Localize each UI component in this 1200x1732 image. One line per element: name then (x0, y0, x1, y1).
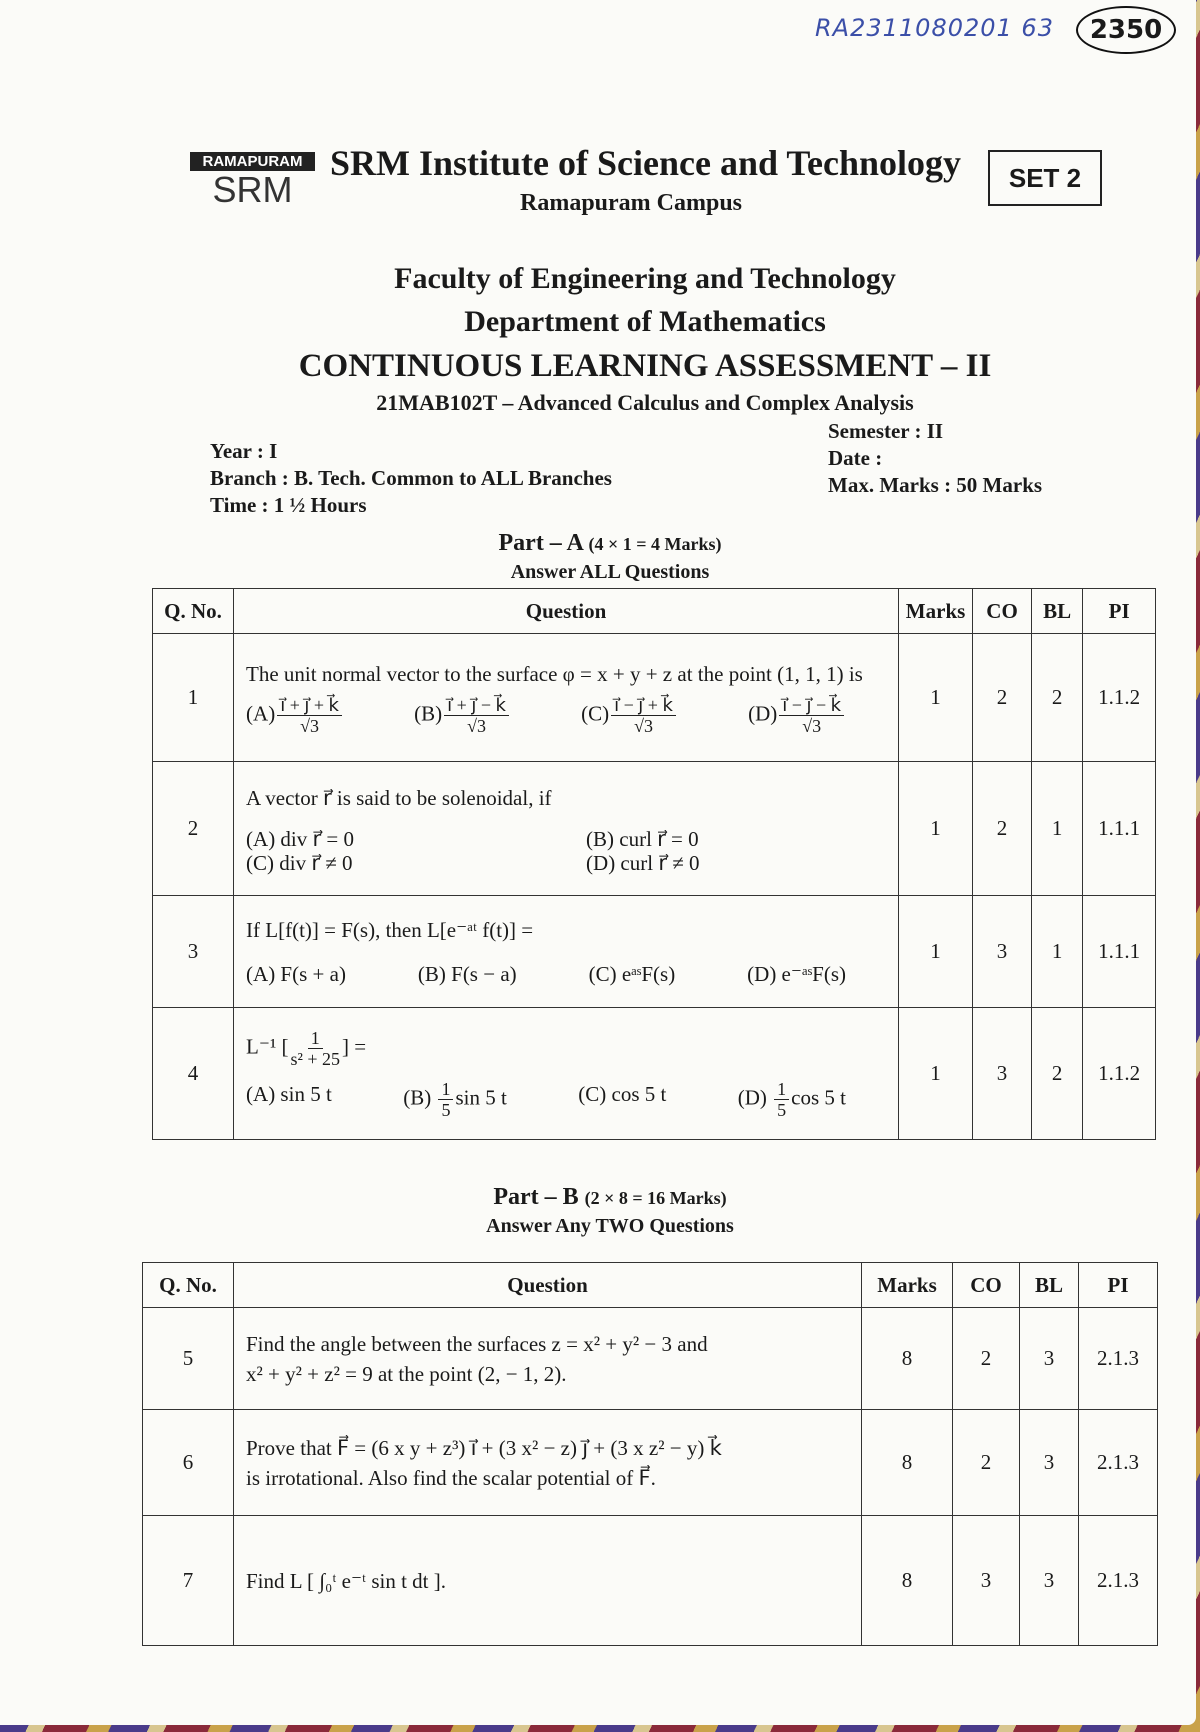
bl: 1 (1032, 762, 1083, 896)
co: 3 (973, 1008, 1032, 1140)
q-number: 4 (153, 1008, 234, 1140)
semester: Semester : II (828, 419, 944, 443)
part-a-heading (0, 530, 1200, 557)
options (246, 959, 886, 989)
bl: 2 (1032, 1008, 1083, 1140)
col-co: CO (973, 589, 1032, 634)
question-text (234, 1008, 899, 1140)
max-marks: Max. Marks : 50 Marks (828, 473, 1043, 497)
options (246, 1079, 886, 1120)
marks: 1 (899, 1008, 973, 1140)
pi: 1.1.2 (1083, 1008, 1156, 1140)
q-number: 5 (143, 1308, 234, 1410)
bl: 3 (1020, 1308, 1079, 1410)
col-pi: PI (1079, 1263, 1158, 1308)
option-c: (C) eᵃˢF(s) (588, 961, 676, 986)
handwritten-circled-number: 2350 (1076, 6, 1176, 54)
part-b-marks: (2 × 8 = 16 Marks) (584, 1188, 727, 1208)
q-number: 3 (153, 896, 234, 1008)
table-header-row (153, 589, 1156, 634)
option-b: (B) $\frac{i⃗ + j⃗ - k⃗}{√3}$ (414, 695, 511, 736)
table-row (143, 1410, 1158, 1516)
option-d: (D) $\frac{i⃗ - j⃗ - k⃗}{√3}$ (748, 695, 846, 736)
marks: 8 (862, 1410, 953, 1516)
col-marks: Marks (862, 1263, 953, 1308)
question-stem: A vector r⃗ is said to be solenoidal, if (246, 785, 552, 810)
table-row (143, 1308, 1158, 1410)
part-b-instruction: Answer Any TWO Questions (486, 1215, 734, 1237)
institute-name: SRM Institute of Science and Technology (330, 143, 962, 183)
col-co: CO (953, 1263, 1020, 1308)
col-bl: BL (1020, 1263, 1079, 1308)
col-qno: Q. No. (143, 1263, 234, 1308)
date: Date : (828, 446, 883, 470)
option-b: (B) curl r⃗ = 0 (586, 826, 699, 851)
set-box: SET 2 (988, 150, 1102, 206)
meta-left (210, 438, 612, 519)
co: 2 (973, 762, 1032, 896)
table-row (143, 1516, 1158, 1646)
question-text (234, 634, 899, 762)
meta-right (828, 418, 1042, 499)
branch: Branch : B. Tech. Common to ALL Branches (210, 466, 612, 490)
part-a-instruction: Answer ALL Questions (510, 561, 710, 583)
options (246, 827, 886, 875)
srm-logo (190, 152, 315, 211)
q-number: 6 (143, 1410, 234, 1516)
assessment-title: CONTINUOUS LEARNING ASSESSMENT – II (298, 348, 992, 384)
question-stem: The unit normal vector to the surface φ = x + y + z at the point (1, 1, 1) is (246, 662, 863, 686)
time: Time : 1 ½ Hours (210, 493, 367, 517)
option-a: (A) sin 5 t (246, 1081, 332, 1106)
part-a-marks: (4 × 1 = 4 Marks) (588, 534, 722, 554)
question-text (234, 1308, 862, 1410)
marks: 8 (862, 1516, 953, 1646)
option-d: (D) curl r⃗ ≠ 0 (586, 850, 700, 875)
question-text (234, 1410, 862, 1516)
question-line-1: Find the angle between the surfaces z = x² + y² − 3 and (246, 1331, 708, 1356)
option-c: (C) $\frac{i⃗ - j⃗ + k⃗}{√3}$ (581, 695, 678, 736)
question-text (234, 762, 899, 896)
bl: 3 (1020, 1410, 1079, 1516)
pi: 1.1.1 (1083, 762, 1156, 896)
pi: 1.1.1 (1083, 896, 1156, 1008)
handwritten-register-number: RA2311080201 63 (815, 14, 1054, 42)
co: 2 (973, 634, 1032, 762)
option-a: (A) F(s + a) (246, 961, 346, 986)
co: 3 (973, 896, 1032, 1008)
pi: 2.1.3 (1079, 1516, 1158, 1646)
table-row (153, 1008, 1156, 1140)
option-d: (D) e⁻ᵃˢF(s) (747, 961, 847, 986)
question-stem: If L[f(t)] = F(s), then L[e⁻ᵃᵗ f(t)] = (246, 917, 534, 942)
logo-badge: RAMAPURAM (190, 152, 315, 171)
col-marks: Marks (899, 589, 973, 634)
bl: 2 (1032, 634, 1083, 762)
part-a-title: Part – A (498, 530, 583, 556)
course-title: 21MAB102T – Advanced Calculus and Complex Analysis (376, 390, 914, 415)
co: 2 (953, 1308, 1020, 1410)
bl: 1 (1032, 896, 1083, 1008)
co: 2 (953, 1410, 1020, 1516)
marks: 1 (899, 762, 973, 896)
question-line-2: x² + y² + z² = 9 at the point (2, − 1, 2). (246, 1361, 567, 1386)
faculty-title: Faculty of Engineering and Technology (394, 262, 896, 295)
pi: 2.1.3 (1079, 1308, 1158, 1410)
col-qno: Q. No. (153, 589, 234, 634)
col-question: Question (234, 589, 899, 634)
option-c: (C) cos 5 t (578, 1081, 667, 1106)
question-text: Find L [ ∫₀ᵗ e⁻ᵗ sin t dt ]. (234, 1516, 862, 1646)
q-number: 1 (153, 634, 234, 762)
pi: 2.1.3 (1079, 1410, 1158, 1516)
question-stem: L⁻¹ [ $\frac{1}{\text{s² + 25}}$ ] = (246, 1027, 367, 1069)
table-row (153, 762, 1156, 896)
option-d: (D) $\frac{1}{5}$ cos 5 t (737, 1078, 846, 1120)
options (246, 695, 886, 736)
marks: 1 (899, 896, 973, 1008)
part-b-heading (0, 1184, 1200, 1211)
option-a: (A) $\frac{i⃗ + j⃗ + k⃗}{√3}$ (246, 695, 344, 736)
option-b: (B) $\frac{1}{5}$ sin 5 t (403, 1078, 507, 1120)
part-b-table (142, 1262, 1158, 1646)
q-number: 2 (153, 762, 234, 896)
table-header-row (143, 1263, 1158, 1308)
marks: 1 (899, 634, 973, 762)
question-text (234, 896, 899, 1008)
option-b: (B) F(s − a) (417, 961, 517, 986)
question-line-2: is irrotational. Also find the scalar potential of F⃗. (246, 1465, 656, 1490)
marks: 8 (862, 1308, 953, 1410)
question-line-1: Prove that F⃗ = (6 x y + z³) i⃗ + (3 x² − z) j⃗ + (3 x z² − y) k⃗ (246, 1435, 722, 1460)
col-question: Question (234, 1263, 862, 1308)
pi: 1.1.2 (1083, 634, 1156, 762)
option-a: (A) div r⃗ = 0 (246, 826, 354, 851)
logo-text: SRM (212, 169, 293, 210)
col-pi: PI (1083, 589, 1156, 634)
table-row (153, 634, 1156, 762)
bl: 3 (1020, 1516, 1079, 1646)
col-bl: BL (1032, 589, 1083, 634)
campus-name: Ramapuram Campus (520, 190, 743, 216)
part-a-table (152, 588, 1156, 1140)
part-b-title: Part – B (493, 1184, 579, 1210)
year: Year : I (210, 439, 278, 463)
table-row (153, 896, 1156, 1008)
q-number: 7 (143, 1516, 234, 1646)
co: 3 (953, 1516, 1020, 1646)
option-c: (C) div r⃗ ≠ 0 (246, 850, 353, 875)
department-title: Department of Mathematics (464, 305, 826, 338)
